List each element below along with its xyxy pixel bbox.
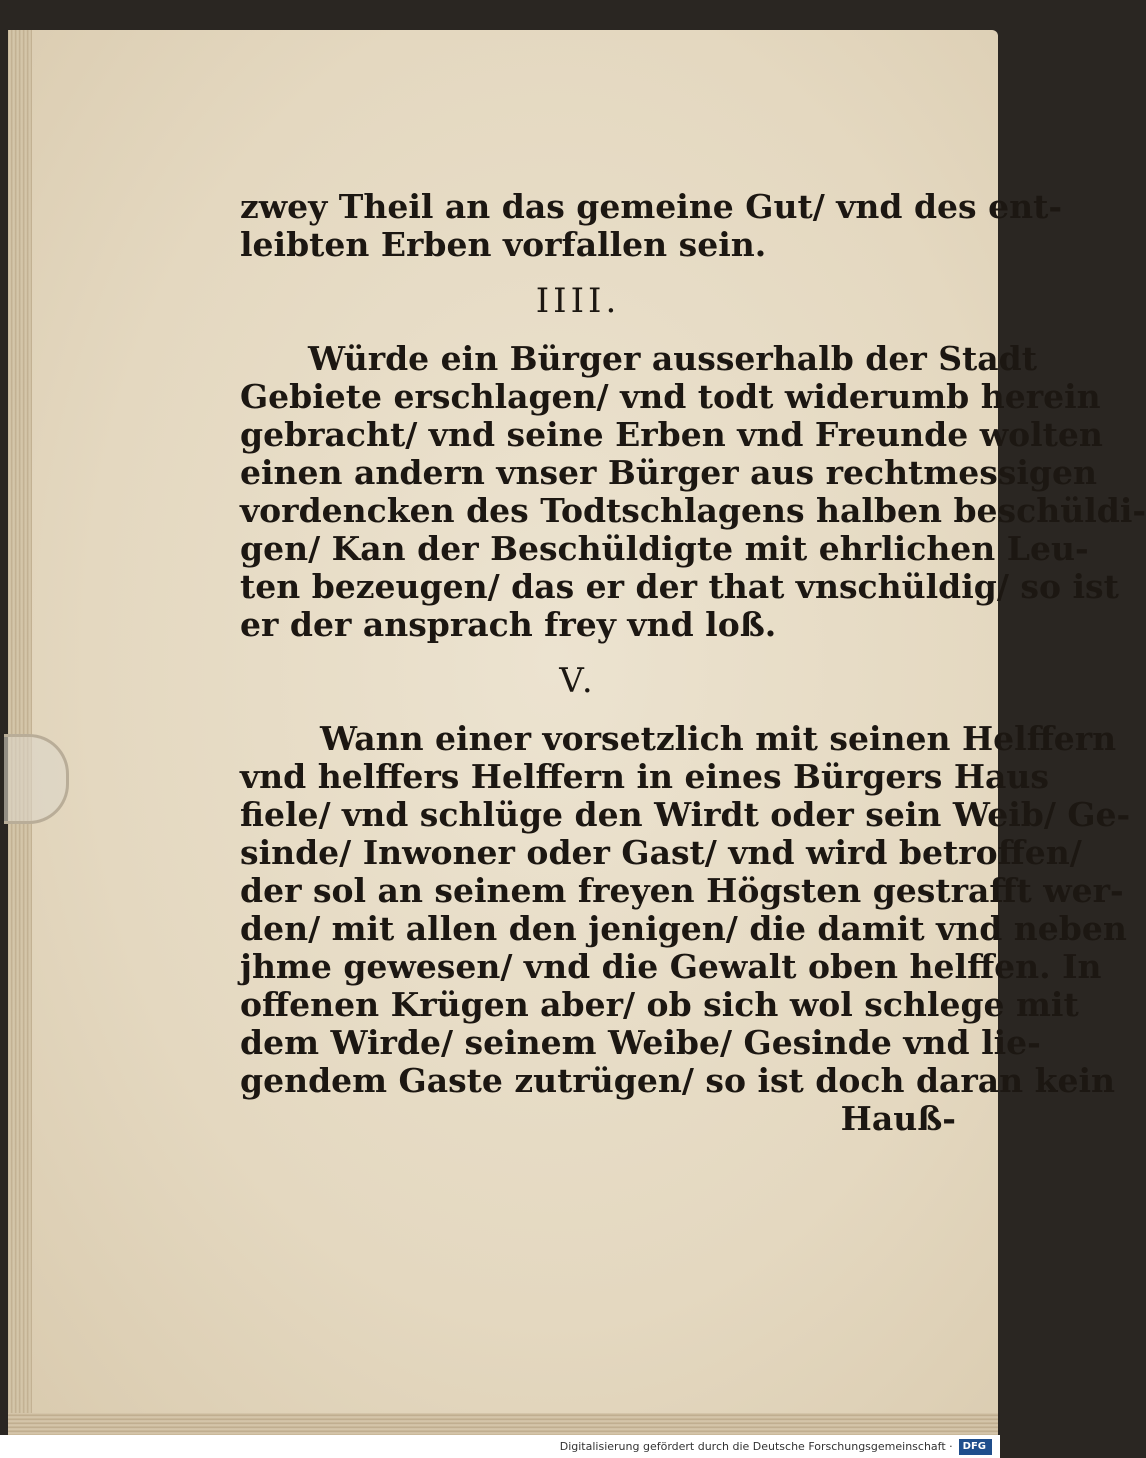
- text-line: fiele/ vnd schlüge den Wirdt oder sein Weib/ Ge-: [240, 795, 1131, 834]
- text-line: leibten Erben vorfallen sein.: [240, 225, 767, 264]
- text-line: dem Wirde/ seinem Weibe/ Gesinde vnd lie-: [240, 1023, 1041, 1062]
- text-line: Würde ein Bürger ausserhalb der Stadt: [308, 339, 1037, 378]
- page-edge-left: [8, 30, 32, 1435]
- text-line: gebracht/ vnd seine Erben vnd Freunde wolten: [240, 415, 1103, 454]
- funding-footer: [0, 1435, 1000, 1458]
- page-edge-bottom: [8, 1413, 998, 1435]
- text-line: er der ansprach frey vnd loß.: [240, 605, 777, 644]
- catchword: Hauß-: [840, 1099, 956, 1138]
- footer-text: Digitalisierung gefördert durch die Deutsche Forschungsgemeinschaft ·: [559, 1440, 953, 1453]
- text-line: gen/ Kan der Beschüldigte mit ehrlichen Leu-: [240, 529, 1089, 568]
- dfg-logo-icon: DFG: [959, 1439, 992, 1455]
- text-line: offenen Krügen aber/ ob sich wol schlege mit: [240, 985, 1079, 1024]
- page-text: [240, 187, 1146, 1138]
- text-line: jhme gewesen/ vnd die Gewalt oben helffen. In: [240, 947, 1102, 986]
- text-line: sinde/ Inwoner oder Gast/ vnd wird betroffen/: [240, 833, 1082, 872]
- text-line: Wann einer vorsetzlich mit seinen Helffern: [320, 719, 1117, 758]
- text-line: zwey Theil an das gemeine Gut/ vnd des ent-: [240, 187, 1063, 226]
- section-heading-4: IIII.: [535, 281, 621, 321]
- text-line: ten bezeugen/ das er der that vnschüldig/ so ist: [240, 567, 1119, 606]
- text-line: Gebiete erschlagen/ vnd todt widerumb herein: [240, 377, 1101, 416]
- paper-clip-icon: [4, 734, 69, 824]
- text-line: einen andern vnser Bürger aus rechtmessigen: [240, 453, 1097, 492]
- section-heading-5: V.: [559, 661, 597, 701]
- book-page: [8, 30, 1146, 1435]
- text-line: den/ mit allen den jenigen/ die damit vnd neben: [240, 909, 1127, 948]
- text-line: vordencken des Todtschlagens halben beschüldi-: [240, 491, 1146, 530]
- text-line: gendem Gaste zutrügen/ so ist doch daran kein: [240, 1061, 1116, 1100]
- text-line: der sol an seinem freyen Högsten gestrafft wer-: [240, 871, 1124, 910]
- text-line: vnd helffers Helffern in eines Bürgers Haus: [240, 757, 1049, 796]
